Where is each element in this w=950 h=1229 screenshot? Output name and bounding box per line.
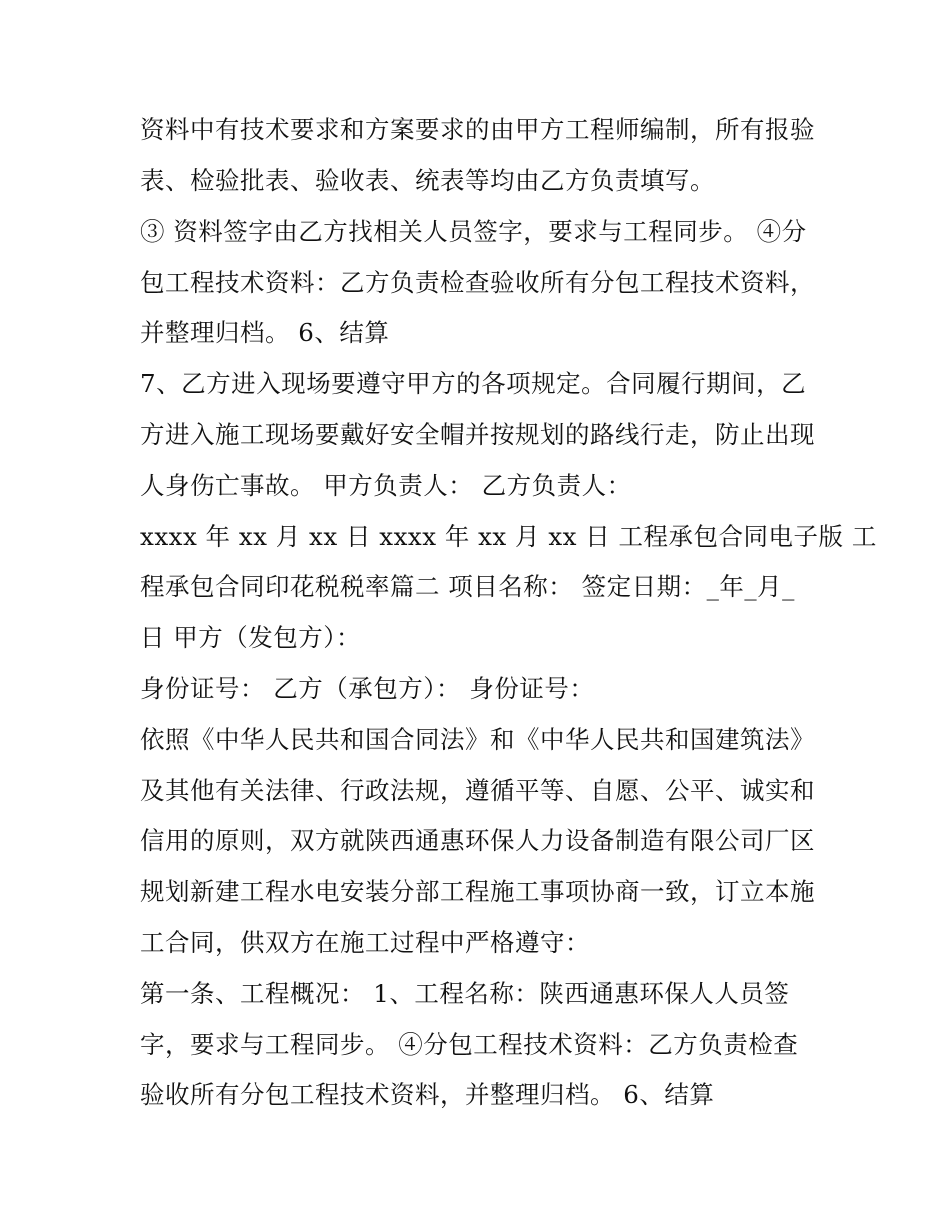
text-line: 7、乙方进入现场要遵守甲方的各项规定。合同履行期间，乙: [140, 369, 807, 398]
text-line: 表、检验批表、验收表、统表等均由乙方负责填写。: [140, 166, 715, 195]
text-line: 工合同，供双方在施工过程中严格遵守：: [140, 928, 590, 957]
text-line: 规划新建工程水电安装分部工程施工事项协商一致，订立本施: [140, 877, 815, 906]
text-line: 字，要求与工程同步。 ④分包工程技术资料：乙方负责检查: [140, 1030, 799, 1059]
text-line: 并整理归档。 6、结算: [140, 318, 390, 347]
text-line: 资料中有技术要求和方案要求的由甲方工程师编制，所有报验: [140, 115, 815, 144]
text-line: 信用的原则，双方就陕西通惠环保人力设备制造有限公司厂区: [140, 826, 815, 855]
text-line: ③ 资料签字由乙方找相关人员签字，要求与工程同步。 ④分: [140, 217, 807, 246]
text-line: 包工程技术资料：乙方负责检查验收所有分包工程技术资料，: [140, 268, 815, 297]
text-line: 身份证号： 乙方（承包方）： 身份证号：: [140, 674, 595, 703]
text-line: 验收所有分包工程技术资料，并整理归档。 6、结算: [140, 1080, 715, 1109]
text-line: 依照《中华人民共和国合同法》和《中华人民共和国建筑法》: [140, 725, 815, 754]
text-line: 第一条、工程概况： 1、工程名称：陕西通惠环保人人员签: [140, 979, 790, 1008]
text-line: 程承包合同印花税税率篇二 项目名称： 签定日期：_年_月_: [140, 572, 795, 601]
text-line: xxxx 年 xx 月 xx 日 xxxx 年 xx 月 xx 日 工程承包合同电子版 工: [140, 522, 877, 551]
text-line: 及其他有关法律、行政法规，遵循平等、自愿、公平、诚实和: [140, 776, 815, 805]
text-line: 日 甲方（发包方）：: [140, 623, 362, 652]
text-line: 方进入施工现场要戴好安全帽并按规划的路线行走，防止出现: [140, 420, 815, 449]
text-line: 人身伤亡事故。 甲方负责人： 乙方负责人：: [140, 471, 632, 500]
